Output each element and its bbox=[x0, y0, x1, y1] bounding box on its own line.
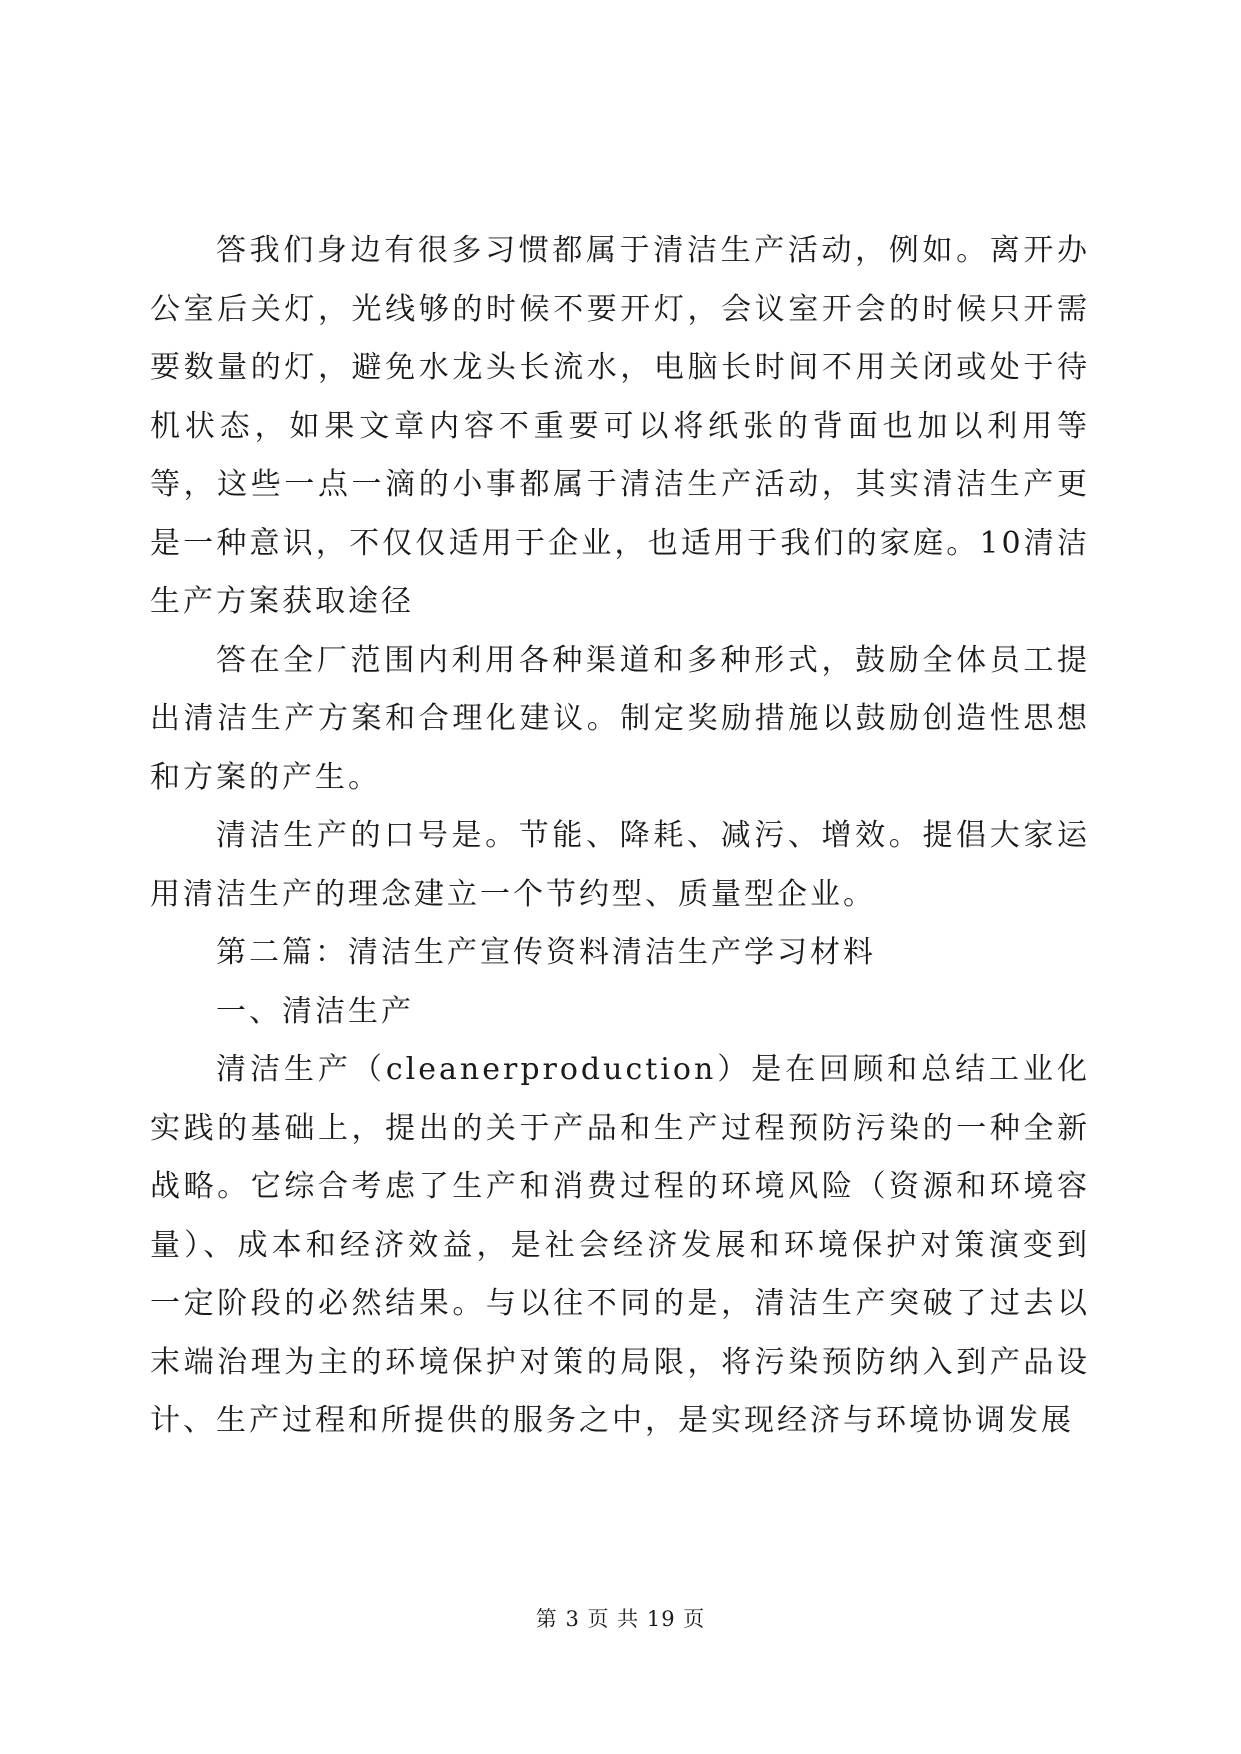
paragraph-slogan: 清洁生产的口号是。节能、降耗、减污、增效。提倡大家运用清洁生产的理念建立一个节约型、质量型企业。 bbox=[150, 818, 1090, 912]
subheading-cleaner-production: 一、清洁生产 bbox=[216, 993, 414, 1029]
paragraph-practice-examples: 答我们身边有很多习惯都属于清洁生产活动，例如。离开办公室后关灯，光线够的时候不要开灯，会议室开会的时候只开需要数量的灯，避免水龙头长流水，电脑长时间不用关闭或处于待机状态，如果文章内容不重要可以将纸张的背面也加以利用等等，这些一点一滴的小事都属于清洁生产活动，其实清洁生产更是一种意识，不仅仅适用于企业，也适用于我们的家庭。10清洁生产方案获取途径 bbox=[150, 233, 1090, 619]
body-text bbox=[150, 222, 1090, 1451]
section-heading-part-two: 第二篇：清洁生产宣传资料清洁生产学习材料 bbox=[216, 935, 876, 970]
paragraph-proposal-channels: 答在全厂范围内利用各种渠道和多种形式，鼓励全体员工提出清洁生产方案和合理化建议。制定奖励措施以鼓励创造性思想和方案的产生。 bbox=[150, 642, 1090, 795]
paragraph-definition: 清洁生产（cleanerproduction）是在回顾和总结工业化实践的基础上，提出的关于产品和生产过程预防污染的一种全新战略。它综合考虑了生产和消费过程的环境风险（资源和环境容量）、成本和经济效益，是社会经济发展和环境保护对策演变到一定阶段的必然结果。与以往不同的是，清洁生产突破了过去以末端治理为主的环境保护对策的局限，将污染预防纳入到产品设计、生产过程和所提供的服务之中，是实现经济与环境协调发展 bbox=[150, 1052, 1090, 1438]
page-footer: 第 3 页 共 19 页 bbox=[535, 1607, 706, 1631]
